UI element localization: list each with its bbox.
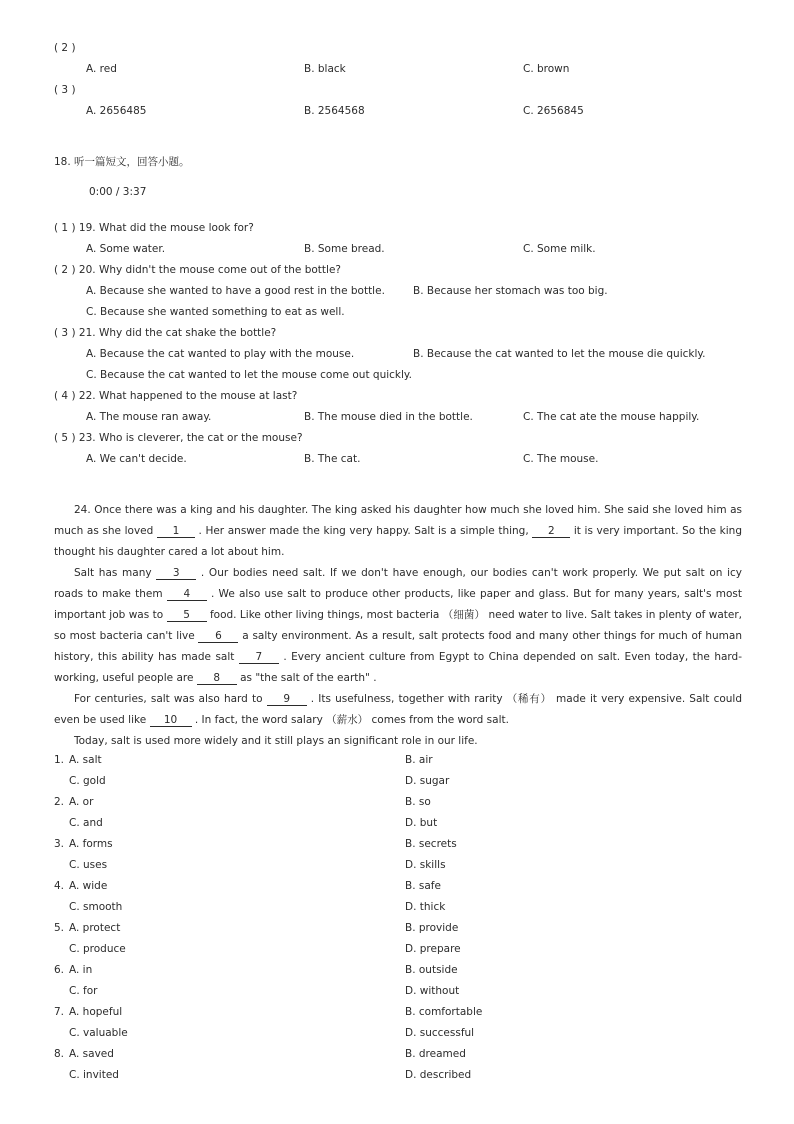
passage-text: . Her answer made the king very happy. Salt is a simple thing, bbox=[194, 525, 533, 537]
audio-player-time[interactable]: 0:00 / 3:37 bbox=[89, 186, 147, 198]
passage-text: . In fact, the word salary （薪水） comes from the word salt. bbox=[191, 714, 509, 726]
passage-paragraph-4 bbox=[54, 731, 742, 752]
passage-text: a salty environment. As a result, salt protects food and many other things for much of human history, this ability has made salt bbox=[54, 630, 742, 663]
passage-text: Today, salt is used more widely and it still plays an significant role in our life. bbox=[74, 735, 478, 747]
q18-sub4-option-b: B. The mouse died in the bottle. bbox=[304, 411, 473, 423]
choice-3-number: 3. bbox=[54, 838, 65, 850]
choice-4-b: B. safe bbox=[405, 880, 441, 892]
choice-7-d: D. successful bbox=[405, 1027, 475, 1039]
choice-4-c: C. smooth bbox=[69, 901, 123, 913]
choice-8-c: C. invited bbox=[69, 1069, 119, 1081]
q18-sub3-stem: 21. Why did the cat shake the bottle? bbox=[78, 327, 277, 339]
choice-1-number: 1. bbox=[54, 754, 65, 766]
q18-sub1-stem: 19. What did the mouse look for? bbox=[78, 222, 254, 234]
choice-1-c: C. gold bbox=[69, 775, 106, 787]
q18-sub3-option-b: B. Because the cat wanted to let the mouse die quickly. bbox=[413, 348, 706, 360]
passage-text: For centuries, salt was also hard to bbox=[74, 693, 267, 705]
passage-paragraph-1 bbox=[54, 500, 742, 563]
choice-6-b: B. outside bbox=[405, 964, 458, 976]
passage-text: it is very important. So the king thought his daughter cared a lot about him. bbox=[54, 525, 742, 558]
q17-sub3-option-a: A. 2656485 bbox=[86, 105, 147, 117]
q18-sub2-option-a: A. Because she wanted to have a good rest in the bottle. bbox=[86, 285, 385, 297]
choice-2-b: B. so bbox=[405, 796, 431, 808]
passage-text: . Every ancient culture from Egypt to China depended on salt. Even today, the hard-working, useful people are bbox=[54, 651, 743, 684]
q17-sub2-option-c: C. brown bbox=[523, 63, 570, 75]
passage-text: food. Like other living things, most bacteria （细菌） need water to live. Salt takes in plenty of water, so most bacteria can't live bbox=[54, 609, 742, 642]
choice-6-number: 6. bbox=[54, 964, 65, 976]
choice-1-d: D. sugar bbox=[405, 775, 450, 787]
choice-5-number: 5. bbox=[54, 922, 65, 934]
choice-3-c: C. uses bbox=[69, 859, 108, 871]
choice-4-d: D. thick bbox=[405, 901, 446, 913]
q17-sub3-option-c: C. 2656845 bbox=[523, 105, 584, 117]
choice-2-d: D. but bbox=[405, 817, 438, 829]
q17-sub2-option-b: B. black bbox=[304, 63, 346, 75]
choice-7-b: B. comfortable bbox=[405, 1006, 483, 1018]
choice-8-b: B. dreamed bbox=[405, 1048, 466, 1060]
q18-sub1-number: ( 1 ) bbox=[54, 222, 76, 234]
choice-4-a: A. wide bbox=[69, 880, 108, 892]
choice-2-number: 2. bbox=[54, 796, 65, 808]
q18-title: 18. 听一篇短文，回答小题。 bbox=[54, 156, 190, 168]
blank-4: 4 bbox=[167, 588, 207, 601]
choice-3-a: A. forms bbox=[69, 838, 113, 850]
blank-3: 3 bbox=[156, 567, 196, 580]
choice-4-number: 4. bbox=[54, 880, 65, 892]
passage-text: . Our bodies need salt. If we don't have enough, our bodies can't work properly. We put salt on icy roads to make them bbox=[54, 567, 743, 600]
choice-6-d: D. without bbox=[405, 985, 460, 997]
q18-sub2-stem: 20. Why didn't the mouse come out of the bottle? bbox=[78, 264, 341, 276]
choice-6-a: A. in bbox=[69, 964, 93, 976]
choice-2-a: A. or bbox=[69, 796, 94, 808]
choice-3-b: B. secrets bbox=[405, 838, 457, 850]
q17-sub2-number: ( 2 ) bbox=[54, 42, 76, 54]
q18-sub3 bbox=[54, 327, 276, 339]
choice-7-c: C. valuable bbox=[69, 1027, 128, 1039]
passage-text: 24. Once there was a king and his daughter. The king asked his daughter how much she loved him. She said she loved him as much as she loved bbox=[54, 504, 742, 537]
passage-paragraph-2 bbox=[54, 563, 742, 689]
passage-text: as "the salt of the earth" . bbox=[236, 672, 377, 684]
passage-paragraph-3 bbox=[54, 689, 742, 731]
choice-5-c: C. produce bbox=[69, 943, 126, 955]
q17-sub3-option-b: B. 2564568 bbox=[304, 105, 365, 117]
blank-10: 10 bbox=[150, 714, 192, 727]
passage-text: . Its usefulness, together with rarity （稀有） made it very expensive. Salt could even be used like bbox=[54, 693, 742, 726]
q18-sub4-option-a: A. The mouse ran away. bbox=[86, 411, 212, 423]
blank-2: 2 bbox=[532, 525, 570, 538]
choice-6-c: C. for bbox=[69, 985, 98, 997]
q18-sub5-number: ( 5 ) bbox=[54, 432, 76, 444]
q18-sub5-option-c: C. The mouse. bbox=[523, 453, 599, 465]
choice-1-a: A. salt bbox=[69, 754, 102, 766]
q18-sub4-option-c: C. The cat ate the mouse happily. bbox=[523, 411, 700, 423]
q18-sub5-option-b: B. The cat. bbox=[304, 453, 361, 465]
q18-sub3-option-c: C. Because the cat wanted to let the mouse come out quickly. bbox=[86, 369, 412, 381]
choice-8-a: A. saved bbox=[69, 1048, 114, 1060]
q17-sub2-option-a: A. red bbox=[86, 63, 117, 75]
choice-5-b: B. provide bbox=[405, 922, 459, 934]
choice-5-d: D. prepare bbox=[405, 943, 461, 955]
q18-sub3-number: ( 3 ) bbox=[54, 327, 76, 339]
choice-7-a: A. hopeful bbox=[69, 1006, 123, 1018]
q18-sub4 bbox=[54, 390, 297, 402]
choice-2-c: C. and bbox=[69, 817, 103, 829]
blank-1: 1 bbox=[157, 525, 195, 538]
q18-sub1-option-b: B. Some bread. bbox=[304, 243, 385, 255]
choice-5-a: A. protect bbox=[69, 922, 121, 934]
q18-sub1 bbox=[54, 222, 254, 234]
choice-8-d: D. described bbox=[405, 1069, 472, 1081]
q18-sub4-stem: 22. What happened to the mouse at last? bbox=[78, 390, 298, 402]
q18-sub2-option-c: C. Because she wanted something to eat as well. bbox=[86, 306, 345, 318]
choice-3-d: D. skills bbox=[405, 859, 446, 871]
q17-sub3-number: ( 3 ) bbox=[54, 84, 76, 96]
blank-8: 8 bbox=[197, 672, 237, 685]
passage-text: Salt has many bbox=[74, 567, 157, 579]
passage-text: . We also use salt to produce other products, like paper and glass. But for many years, salt's most important job was to bbox=[54, 588, 742, 621]
blank-5: 5 bbox=[167, 609, 207, 622]
choice-8-number: 8. bbox=[54, 1048, 65, 1060]
q18-sub2 bbox=[54, 264, 341, 276]
blank-6: 6 bbox=[198, 630, 238, 643]
blank-7: 7 bbox=[239, 651, 279, 664]
q18-sub2-number: ( 2 ) bbox=[54, 264, 76, 276]
q18-sub5 bbox=[54, 432, 303, 444]
q18-sub1-option-a: A. Some water. bbox=[86, 243, 166, 255]
q18-sub2-option-b: B. Because her stomach was too big. bbox=[413, 285, 608, 297]
q18-sub5-option-a: A. We can't decide. bbox=[86, 453, 187, 465]
blank-9: 9 bbox=[267, 693, 307, 706]
q18-sub1-option-c: C. Some milk. bbox=[523, 243, 596, 255]
choice-7-number: 7. bbox=[54, 1006, 65, 1018]
q18-sub5-stem: 23. Who is cleverer, the cat or the mouse? bbox=[78, 432, 303, 444]
q18-sub4-number: ( 4 ) bbox=[54, 390, 76, 402]
choice-1-b: B. air bbox=[405, 754, 433, 766]
q18-sub3-option-a: A. Because the cat wanted to play with the mouse. bbox=[86, 348, 355, 360]
